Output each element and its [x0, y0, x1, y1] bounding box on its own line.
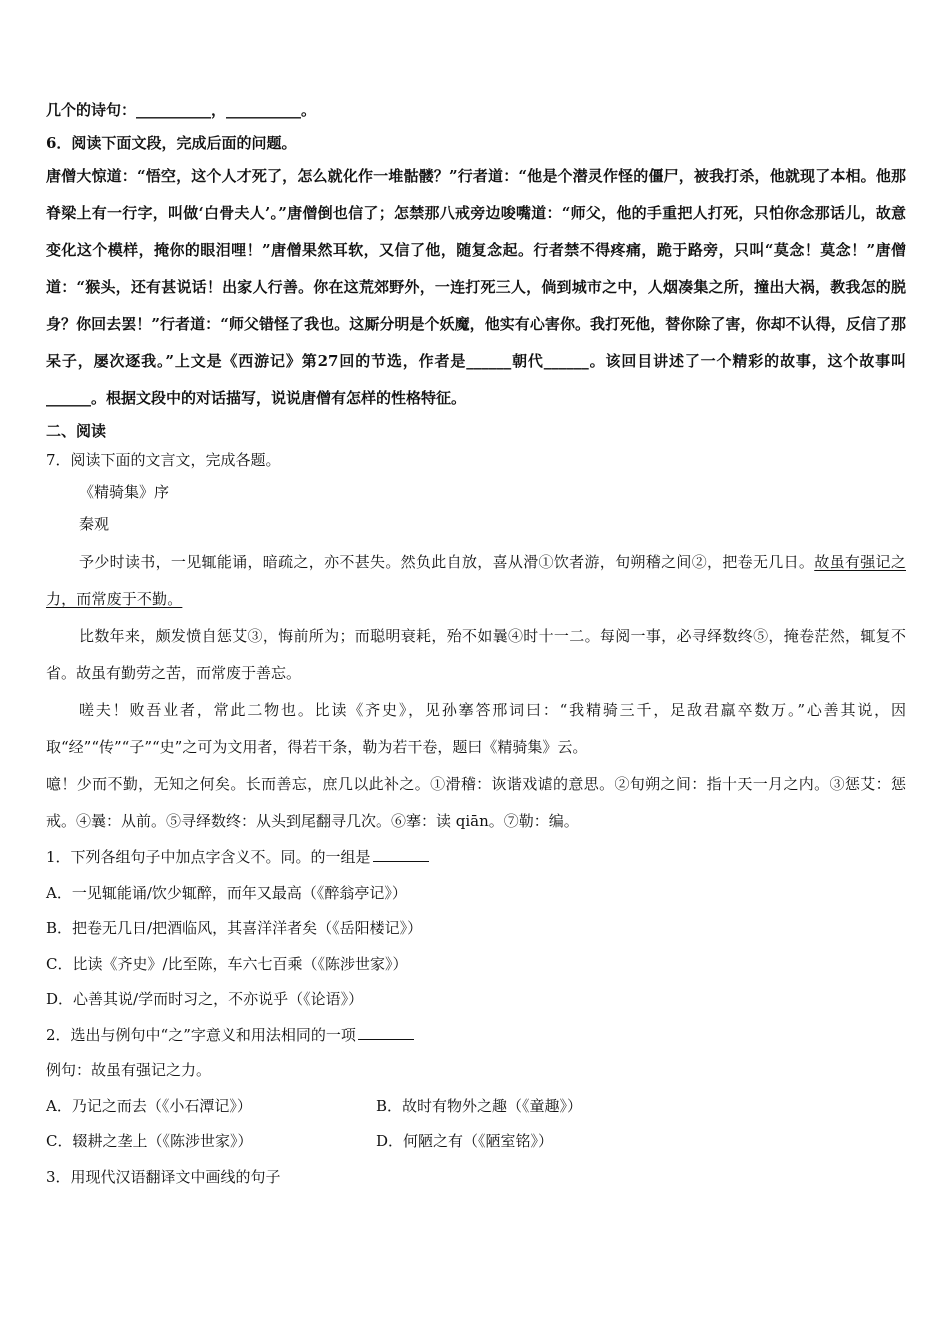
q6-heading: 6．阅读下面文段，完成后面的问题。: [46, 134, 297, 152]
sub-q3-stem: 3．用现代汉语翻译文中画线的句子: [46, 1167, 281, 1186]
intro-line: 几个的诗句：__________，__________。: [46, 101, 317, 119]
sub-q2-options-row-2: [46, 1124, 906, 1160]
sub-q1-option-b[interactable]: B．把卷无几日/把酒临风，其喜洋洋者矣（《岳阳楼记》）: [46, 919, 423, 937]
underlined-sentence: 故虽有强记之力，而常废于不勤。: [46, 553, 906, 608]
passage-paragraph-3: 嗟夫！败吾业者，常此二物也。比读《齐史》，见孙搴答邢词曰：“我精骑三千，足敌君羸卒数万。”心善其说，因取“经”“传”“子”“史”之可为文用者，得若干条，勒为若干卷，题曰《精骑集》云。: [46, 701, 906, 756]
sub-q2-option-a[interactable]: A．乃记之而去（《小石潭记》）: [46, 1096, 252, 1115]
passage-author: 秦观: [79, 515, 110, 533]
answer-blank[interactable]: [358, 1025, 414, 1040]
answer-blank[interactable]: [373, 847, 429, 862]
sub-q1-option-d[interactable]: D．心善其说/学而时习之，不亦说乎（《论语》）: [46, 990, 364, 1008]
paragraph-1-text: 予少时读书，一见辄能诵，暗疏之，亦不甚失。然负此自放，喜从滑①饮者游，旬朔稽之间②，把卷无几日。: [79, 553, 815, 571]
sub-q1-stem: 1．下列各组句子中加点字含义不。同。的一组是: [46, 840, 906, 876]
sub-q1-option-a[interactable]: A．一见辄能诵/饮少辄醉，而年又最高（《醉翁亭记》）: [46, 883, 407, 902]
sub-q2-option-d[interactable]: D．何陋之有（《陋室铭》）: [376, 1132, 554, 1150]
passage-notes: 噫！少而不勤，无知之何矣。长而善忘，庶几以此补之。①滑稽：诙谐戏谑的意思。②旬朔之间：指十天一月之内。③惩艾：惩戒。④曩：从前。⑤寻绎数终：从头到尾翻寻几次。⑥搴：读 qiān。⑦勒：编。: [46, 775, 906, 830]
section-title: 二、阅读: [46, 422, 107, 440]
sub-q2-stem: 2．选出与例句中“之”字意义和用法相同的一项: [46, 1018, 906, 1054]
document-page: [46, 98, 906, 1195]
passage-paragraph-2: 比数年来，颇发愤自惩艾③，悔前所为；而聪明衰耗，殆不如曩④时十一二。每阅一事，必寻绎数终⑤，掩卷茫然，辄复不省。故虽有勤劳之苦，而常废于善忘。: [46, 627, 906, 682]
q6-passage: 唐僧大惊道：“悟空，这个人才死了，怎么就化作一堆骷髅？”行者道：“他是个潜灵作怪的僵尸，被我打杀，他就现了本相。他那脊梁上有一行字，叫做‘白骨夫人’。”唐僧倒也信了；怎禁那八戒旁边唆嘴道：“师父，他的手重把人打死，只怕你念那话儿，故意变化这个模样，掩你的眼泪哩！”唐僧果然耳软，又信了他，随复念起。行者禁不得疼痛，跪于路旁，只叫“莫念！莫念！”唐僧道：“猴头，还有甚说话！出家人行善。你在这荒郊野外，一连打死三人，倘到城市之中，人烟凑集之所，撞出大祸，教我怎的脱身？你回去罢！”行者道：“师父错怪了我也。这厮分明是个妖魔，他实有心害你。我打死他，替你除了害，你却不认得，反信了那呆子，屡次逐我。”上文是《西游记》第27回的节选，作者是______朝代______。该回目讲述了一个精彩的故事，这个故事叫______。根据文段中的对话描写，说说唐僧有怎样的性格特征。: [46, 167, 906, 407]
sub-q2-example: 例句：故虽有强记之力。: [46, 1061, 212, 1079]
q7-intro: 7．阅读下面的文言文，完成各题。: [46, 451, 281, 469]
sub-q2-options-row-1: [46, 1089, 906, 1125]
sub-q2-option-b[interactable]: B．故时有物外之趣（《童趣》）: [376, 1096, 583, 1115]
passage-title: 《精骑集》序: [79, 483, 170, 501]
sub-q1-option-c[interactable]: C．比读《齐史》/比至陈，车六七百乘（《陈涉世家》）: [46, 954, 408, 973]
passage-paragraph-1: [46, 544, 906, 618]
sub-q2-option-c[interactable]: C．辍耕之垄上（《陈涉世家》）: [46, 1132, 253, 1150]
